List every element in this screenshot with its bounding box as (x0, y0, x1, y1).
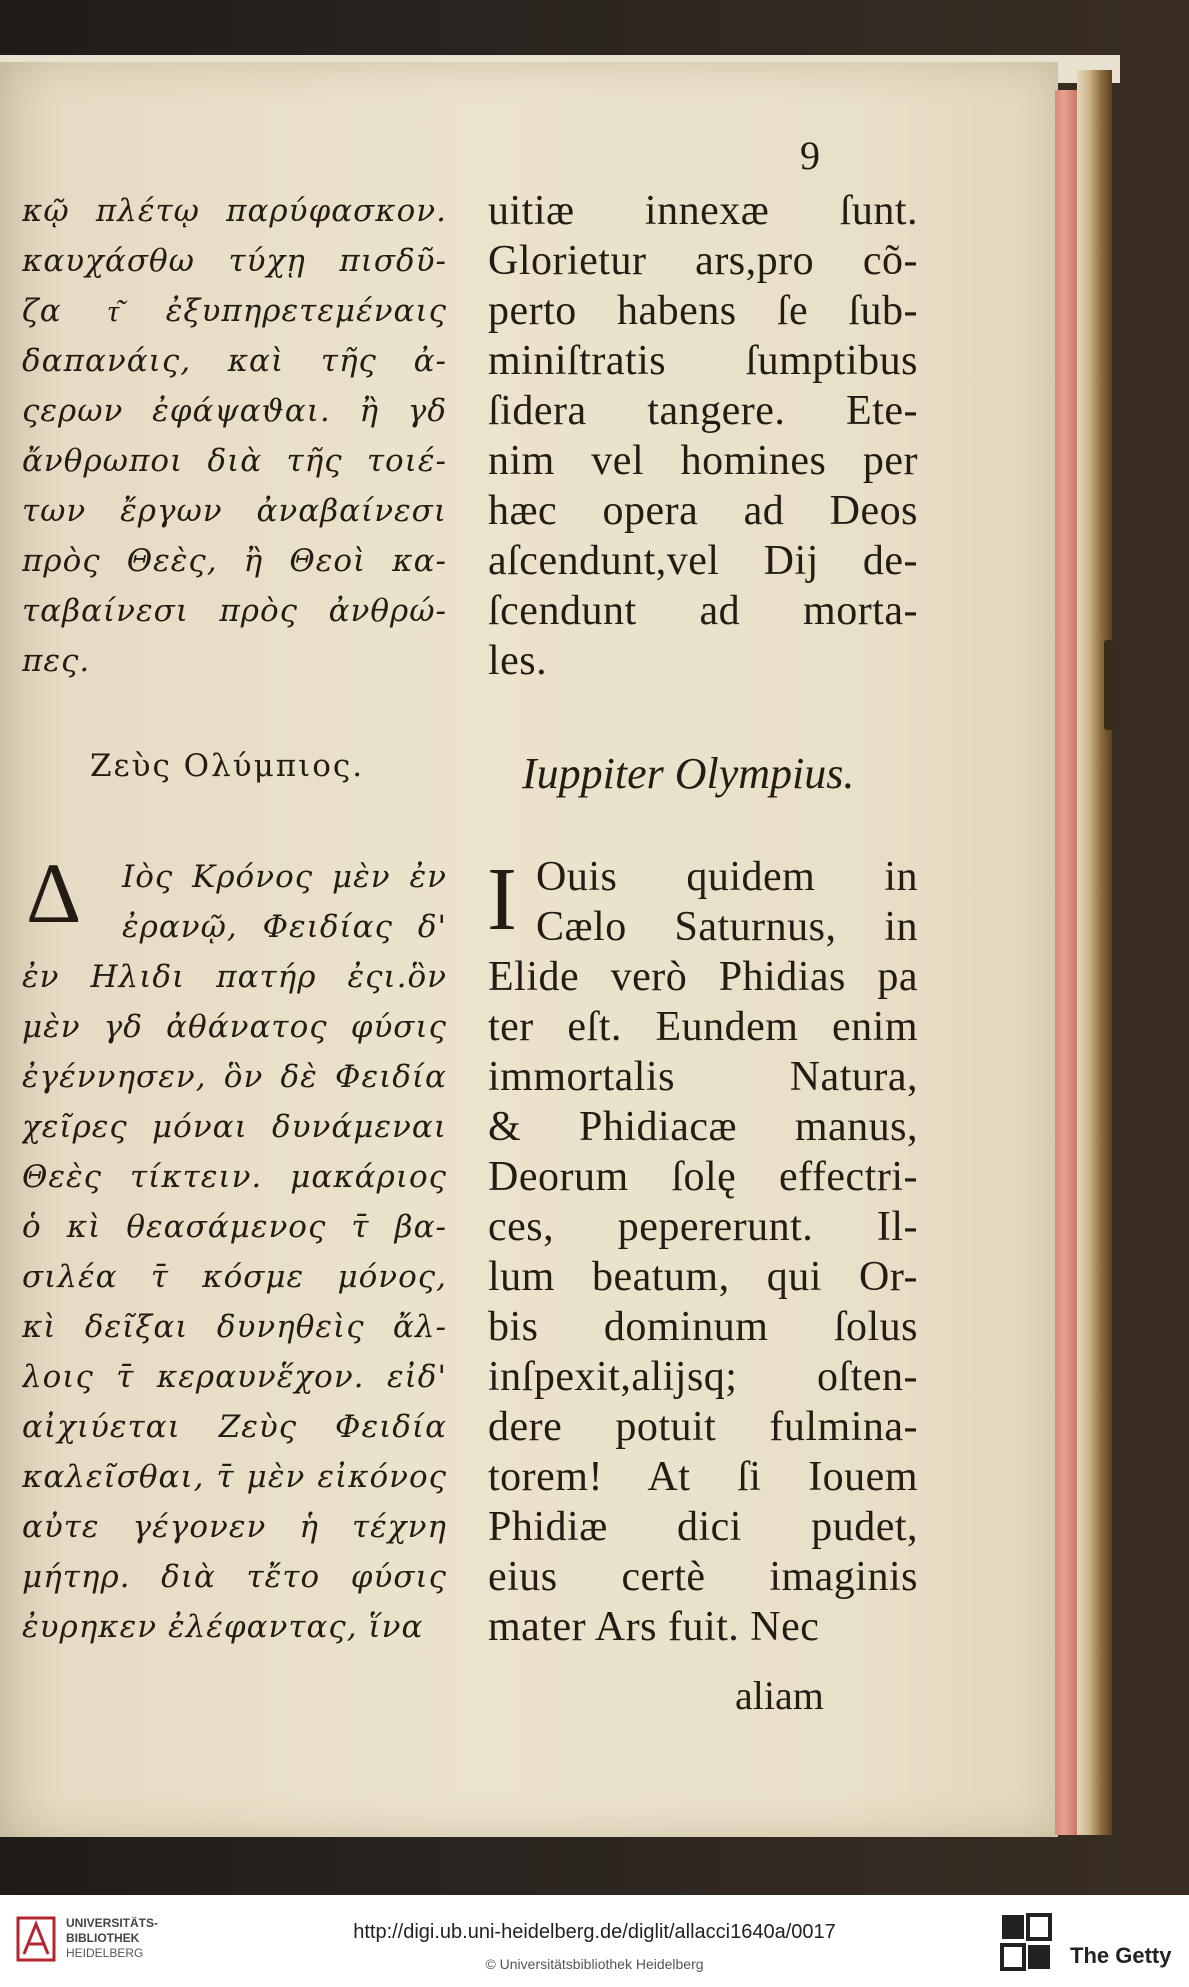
text-line: dere potuit fulmina- (488, 1404, 918, 1450)
text-line: Θεὲς τίκτειν. μακάριος (22, 1159, 447, 1195)
text-line: μὲν γδ ἀθάνατος φύσις (22, 1009, 447, 1045)
text-line: ter eſt. Eundem enim (488, 1004, 918, 1050)
book-cover-edge (1077, 70, 1112, 1835)
text-line: Elide verò Phidias pa (488, 954, 918, 1000)
text-line: Phidiæ dici pudet, (488, 1504, 918, 1550)
text-line: mater Ars fuit. Nec (488, 1604, 820, 1650)
text-line: σιλέα τ̄ κόσμε μόνος, (22, 1259, 447, 1295)
text-line: ces, pepererunt. Il- (488, 1204, 918, 1250)
library-name-line1: UNIVERSITÄTS- (66, 1916, 159, 1930)
getty-label[interactable]: The Getty (1070, 1943, 1172, 1968)
text-line: lum beatum, qui Or- (488, 1254, 918, 1300)
text-line: Ιὸς Κρόνος μὲν ἐν (122, 859, 447, 895)
text-line: αἰχιύεται Ζεὺς Φειδία (22, 1409, 447, 1445)
cover-mark (1104, 640, 1114, 730)
text-line: eius certè imaginis (488, 1554, 918, 1600)
text-line: ἐγέννησεν, ὃν δὲ Φειδία (22, 1059, 447, 1095)
latin-heading: Iuppiter Olympius. (522, 749, 855, 798)
latin-text-top (488, 186, 918, 686)
text-line: ſcendunt ad morta- (488, 588, 918, 634)
text-line: bis dominum ſolus (488, 1304, 918, 1350)
text-line: καλεῖσθαι, τ̄ μὲν εἰκόνος (22, 1459, 447, 1495)
text-line: Ouis quidem in (536, 854, 918, 900)
text-line: ſidera tangere. Ete- (488, 388, 918, 434)
text-line: immortalis Natura, (488, 1054, 918, 1100)
text-line: χεῖρες μόναι δυνάμεναι (22, 1109, 447, 1145)
library-city: HEIDELBERG (66, 1946, 144, 1960)
text-line: δαπανάις, καὶ τῆς ἀ- (22, 343, 447, 379)
greek-drop-cap: Δ (26, 845, 82, 941)
text-line: πρὸς Θεὲς, ἢ Θεοὶ κα- (22, 543, 447, 579)
text-line: αὐτε γέγονεν ἡ τέχνη (22, 1509, 447, 1545)
greek-text-bottom (22, 845, 447, 1652)
text-line: ἄνθρωποι διὰ τῆς τοιέ- (22, 443, 447, 479)
text-line: ὁ κὶ θεασάμενος τ̄ βα- (22, 1209, 447, 1245)
text-line: κῷ πλέτῳ παρύφασκον. (22, 193, 447, 229)
text-line: aſcendunt,vel Dij de- (488, 538, 918, 584)
page-red-edge (1055, 90, 1077, 1835)
text-line: ἐυρηκεν ἐλέφαντας, ἵνα (22, 1609, 424, 1645)
text-line: inſpexit,alijsq; oſten- (488, 1354, 918, 1400)
greek-heading: Ζεὺς Ολύμπιος. (90, 748, 365, 784)
latin-text-bottom (488, 852, 918, 1652)
text-line: hæc opera ad Deos (488, 488, 918, 534)
latin-drop-cap: I (487, 850, 517, 949)
getty-logo-icon[interactable] (1000, 1913, 1052, 1971)
text-line: uitiæ innexæ ſunt. (488, 188, 918, 234)
text-line: Deorum ſolę effectri- (488, 1154, 918, 1200)
text-line: ταβαίνεσι πρὸς ἀνθρώ- (22, 593, 447, 629)
text-line: & Phidiacæ manus, (488, 1104, 918, 1150)
text-line: miniſtratis ſumptibus (488, 338, 918, 384)
text-line: ςερων ἐφάψαϑαι. ἢ γδ (22, 393, 447, 429)
text-line: κὶ δεῖξαι δυνηθεὶς ἄλ- (22, 1309, 447, 1345)
text-line: nim vel homines per (488, 438, 918, 484)
greek-text-top (22, 186, 447, 686)
copyright-notice: © Universitätsbibliothek Heidelberg (485, 1956, 704, 1972)
text-line: Glorietur ars,pro cõ- (488, 238, 918, 284)
text-line: Cælo Saturnus, in (536, 904, 918, 950)
text-line: ἐρανῷ, Φειδίας δ' (122, 909, 447, 945)
text-line: μήτηρ. διὰ τἔτο φύσις (22, 1559, 447, 1595)
text-line: λοις τ̄ κεραυνἕχον. εἰδ' (22, 1359, 447, 1395)
page-number: 9 (800, 133, 820, 178)
text-line: perto habens ſe ſub- (488, 288, 918, 334)
text-line: καυχάσθω τύχῃ πισδῦ- (22, 243, 447, 279)
permalink-url[interactable]: http://digi.ub.uni-heidelberg.de/diglit/allacci1640a/0017 (353, 1921, 836, 1943)
text-line: les. (488, 638, 548, 684)
catchword: aliam (735, 1673, 824, 1718)
text-line: ζα τ͂ ἐξυπηρετεμέναις (22, 293, 447, 329)
text-line: πες. (22, 643, 91, 679)
text-line: ἐν Ηλιδι πατήρ ἐςι.ὃν (22, 959, 447, 995)
text-line: torem! At ſi Iouem (488, 1454, 918, 1500)
library-name-line2: BIBLIOTHEK (66, 1931, 140, 1945)
text-line: των ἔργων ἀναβαίνεσι (22, 493, 447, 529)
